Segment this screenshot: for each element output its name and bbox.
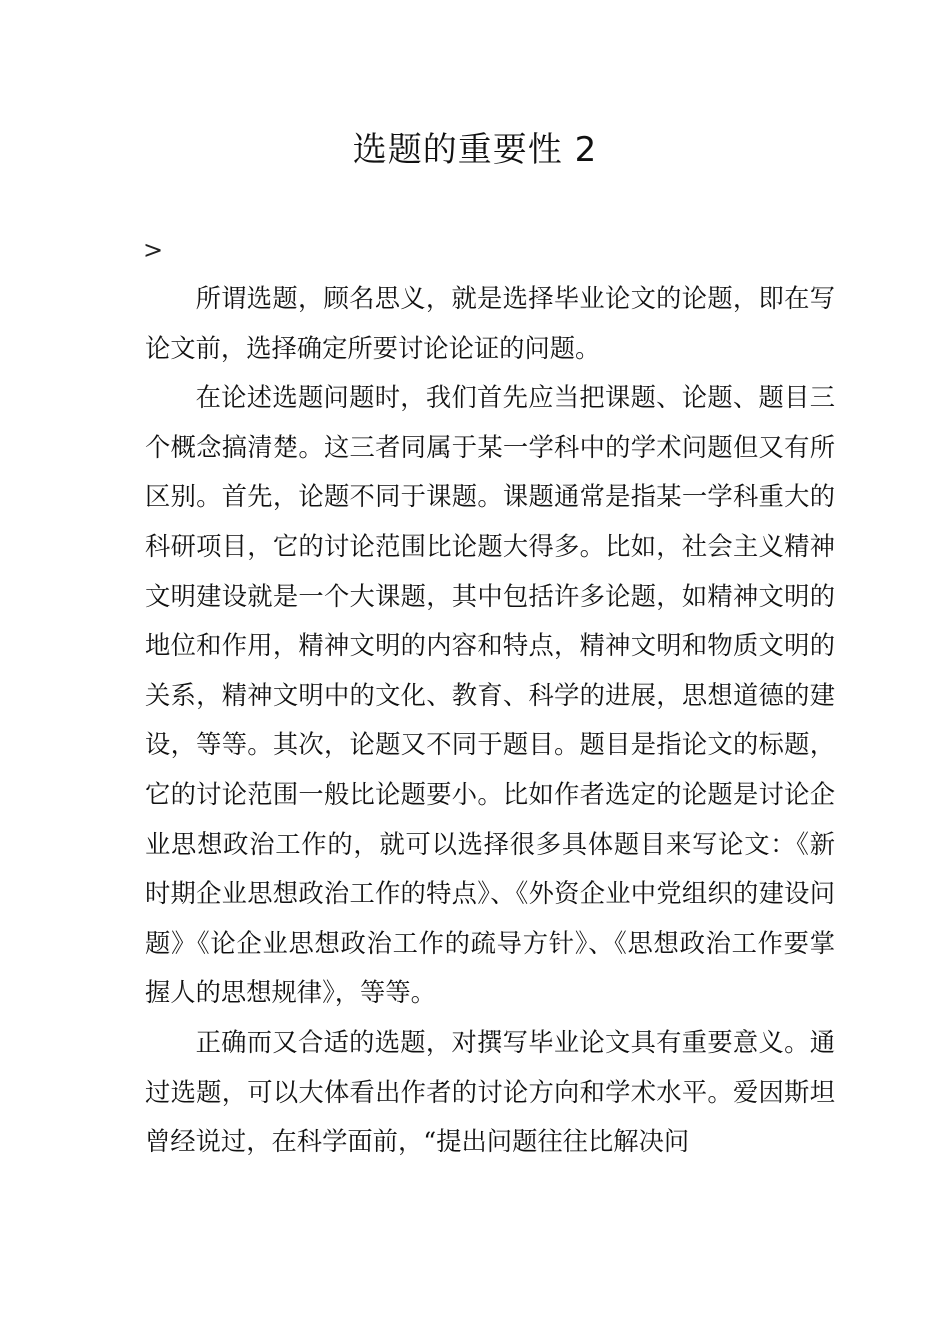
document-body bbox=[145, 274, 835, 1167]
document-title: 选题的重要性 2 bbox=[352, 130, 598, 170]
chevron-right-icon: > bbox=[143, 236, 164, 264]
paragraph-definition: 所谓选题，顾名思义，就是选择毕业论文的论题，即在写论文前，选择确定所要讨论论证的问题。 bbox=[145, 284, 835, 363]
paragraph-significance: 正确而又合适的选题，对撰写毕业论文具有重要意义。通过选题，可以大体看出作者的讨论方向和学术水平。爱因斯坦曾经说过，在科学面前，“提出问题往往比解决问 bbox=[145, 1027, 835, 1157]
paragraph-concepts: 在论述选题问题时，我们首先应当把课题、论题、题目三个概念搞清楚。这三者同属于某一学科中的学术问题但又有所区别。首先，论题不同于课题。课题通常是指某一学科重大的科研项目，它的讨论范围比论题大得多。比如，社会主义精神文明建设就是一个大课题，其中包括许多论题，如精神文明的地位和作用，精神文明的内容和特点，精神文明和物质文明的关系，精神文明中的文化、教育、科学的进展，思想道德的建设，等等。其次，论题又不同于题目。题目是指论文的标题，它的讨论范围一般比论题要小。比如作者选定的论题是讨论企业思想政治工作的，就可以选择很多具体题目来写论文：《新时期企业思想政治工作的特点》、《外资企业中党组织的建设问题》《论企业思想政治工作的疏导方针》、《思想政治工作要掌握人的思想规律》，等等。 bbox=[145, 383, 835, 1008]
